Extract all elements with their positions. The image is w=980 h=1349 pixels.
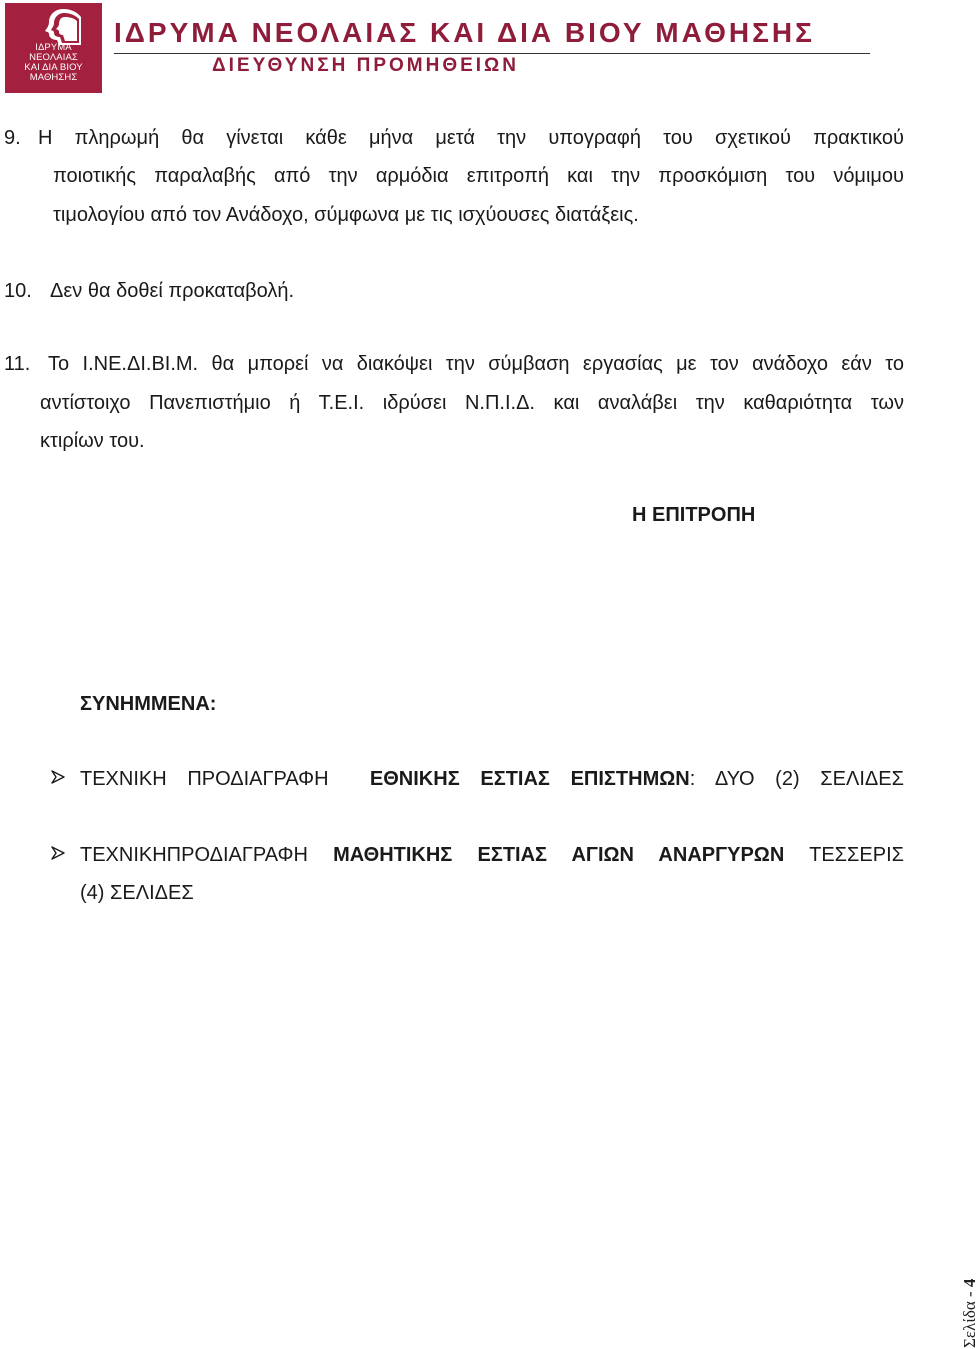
page-number-value: 4	[960, 1278, 979, 1288]
page-number	[932, 1268, 979, 1348]
department-subtitle: ΔΙΕΥΘΥΝΣΗ ΠΡΟΜΗΘΕΙΩΝ	[212, 55, 520, 76]
item-text-line: τιμολογίου από τον Ανάδοχο, σύμφωνα με τις ισχύουσες διατάξεις.	[53, 204, 639, 226]
page-label: Σελίδα -	[960, 1287, 979, 1348]
attachment-bold-title: ΕΘΝΙΚΗΣ ΕΣΤΙΑΣ ΕΠΙΣΤΗΜΩΝ	[369, 768, 690, 790]
item-number: 11.	[4, 353, 31, 375]
attachment-title: ΤΕΧΝΙΚΗΠΡΟΔΙΑΓΡΑΦΗ	[80, 844, 308, 866]
arrow-bullet-icon	[50, 843, 66, 867]
attachment-bold-title: ΜΑΘΗΤΙΚΗΣ ΕΣΤΙΑΣ ΑΓΙΩΝ ΑΝΑΡΓΥΡΩΝ	[333, 844, 785, 866]
organization-logo	[5, 3, 102, 93]
attachment-entry	[80, 767, 904, 791]
organization-title: ΙΔΡΥΜΑ ΝΕΟΛΑΙΑΣ ΚΑΙ ΔΙΑ ΒΙΟΥ ΜΑΘΗΣΗΣ	[114, 17, 815, 48]
item-text-line: κτιρίων του.	[40, 430, 145, 452]
committee-signature-label: Η ΕΠΙΤΡΟΠΗ	[632, 504, 756, 526]
item-number: 9.	[4, 127, 21, 149]
attachment-pages: ΤΕΣΣΕΡΙΣ	[809, 844, 904, 866]
logo-line: ΜΑΘΗΣΗΣ	[29, 72, 78, 83]
item-text-line: Η πληρωμή θα γίνεται κάθε μήνα μετά την υπογραφή του σχετικού πρακτικού	[38, 127, 904, 149]
item-text-line: ποιοτικής παραλαβής από την αρμόδια επιτροπή και την προσκόμιση του νόμιμου	[53, 165, 904, 187]
header-divider	[114, 53, 870, 54]
profile-silhouette-icon	[33, 7, 81, 45]
item-number: 10.	[4, 280, 32, 302]
item-text-line: Το Ι.ΝΕ.ΔΙ.ΒΙ.Μ. θα μπορεί να διακόψει την σύμβαση εργασίας με τον ανάδοχο εάν το	[48, 353, 904, 375]
item-text-line: Δεν θα δοθεί προκαταβολή.	[50, 280, 295, 302]
logo-line: ΚΑΙ ΔΙΑ ΒΙΟΥ	[24, 62, 83, 73]
logo-line: ΙΔΡΥΜΑ	[35, 42, 72, 53]
attachment-pages: : ΔΥΟ (2) ΣΕΛΙΔΕΣ	[689, 768, 904, 790]
logo-line: ΝΕΟΛΑΙΑΣ	[29, 52, 78, 63]
attachment-continuation: (4) ΣΕΛΙΔΕΣ	[80, 882, 194, 904]
attachment-title: ΤΕΧΝΙΚΗ ΠΡΟΔΙΑΓΡΑΦΗ	[80, 768, 329, 790]
item-text-line: αντίστοιχο Πανεπιστήμιο ή Τ.Ε.Ι. ιδρύσει Ν.Π.Ι.Δ. και αναλάβει την καθαριότητα των	[40, 392, 904, 414]
attachments-heading: ΣΥΝΗΜΜΕΝΑ:	[80, 693, 217, 715]
arrow-bullet-icon	[50, 767, 66, 791]
logo-text	[5, 43, 102, 83]
attachment-entry	[80, 843, 904, 867]
